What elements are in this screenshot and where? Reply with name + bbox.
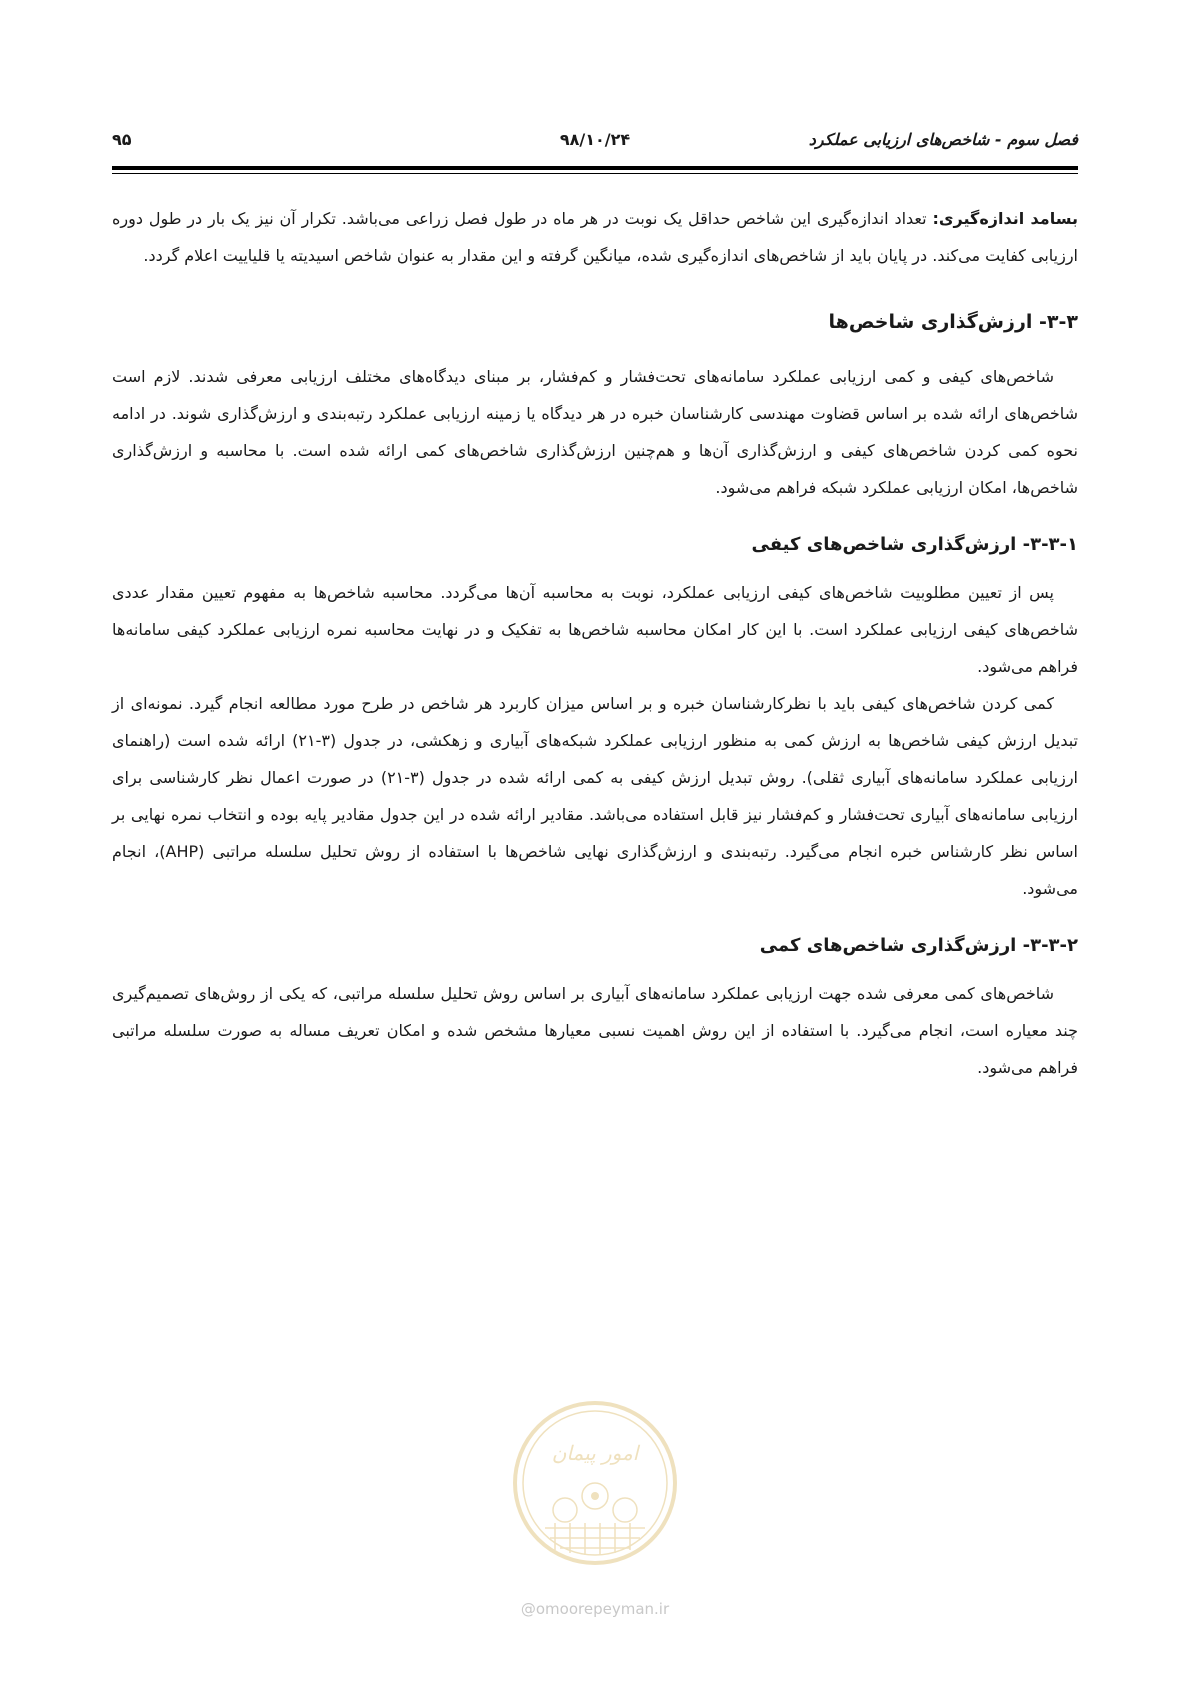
- page-header: [112, 130, 1078, 154]
- paragraph-3-3: شاخص‌های کیفی و کمی ارزیابی عملکرد سامانه‌های تحت‌فشار و کم‌فشار، بر مبنای دیدگاه‌های مختلف ارزیابی معرفی شدند. لازم است شاخص‌های ارائه شده بر اساس قضاوت مهندسی کارشناسان خبره در هر دیدگاه یا زمینه ارزیابی عملکرد رتبه‌بندی و ارزش‌گذاری شوند. در ادامه نحوه کمی کردن شاخص‌های کیفی و ارزش‌گذاری آن‌ها و هم‌چنین ارزش‌گذاری شاخص‌های کمی ارائه شده است. با محاسبه و ارزش‌گذاری شاخص‌ها، امکان ارزیابی عملکرد شبکه فراهم می‌شود.: [112, 367, 1078, 497]
- measurement-lead: بسامد اندازه‌گیری:: [932, 209, 1078, 228]
- paragraph-3-3-2: شاخص‌های کمی معرفی شده جهت ارزیابی عملکرد سامانه‌های آبیاری بر اساس روش تحلیل سلسله مراتبی، که یکی از روش‌های تصمیم‌گیری چند معیاره است، انجام می‌گیرد. با استفاده از این روش اهمیت نسبی معیارها مشخص شده و امکان تعریف مساله به صورت سلسله مراتبی فراهم می‌شود.: [112, 984, 1078, 1077]
- measurement-text: تعداد اندازه‌گیری این شاخص حداقل یک نوبت در هر ماه در طول فصل زراعی می‌باشد. تکرار آن نیز یک بار در طول دوره ارزیابی کفایت می‌کند. در پایان باید از شاخص‌های اندازه‌گیری شده، میانگین گرفته و این مقدار به عنوان شاخص اسیدیته یا قلیاییت اعلام گردد.: [112, 209, 1078, 265]
- chapter-title: فصل سوم - شاخص‌های ارزیابی عملکرد: [808, 130, 1078, 149]
- page-body: [112, 200, 1078, 1086]
- measurement-paragraph: [112, 200, 1078, 274]
- header-rule-thin: [112, 173, 1078, 174]
- page-number: ۹۵: [112, 130, 132, 149]
- seal-watermark-icon: [510, 1398, 680, 1568]
- header-rule-thick: [112, 166, 1078, 170]
- heading-3-3-1: ۳-۳-۱- ارزش‌گذاری شاخص‌های کیفی: [751, 534, 1078, 555]
- heading-3-3: ۳-۳- ارزش‌گذاری شاخص‌ها: [828, 311, 1078, 333]
- header-date: ۹۸/۱۰/۲۴: [559, 130, 631, 149]
- seal-text: امور پیمان: [551, 1441, 639, 1465]
- heading-3-3-2: ۳-۳-۲- ارزش‌گذاری شاخص‌های کمی: [759, 935, 1078, 956]
- paragraph-3-3-1-a: پس از تعیین مطلوبیت شاخص‌های کیفی ارزیابی عملکرد، نوبت به محاسبه آن‌ها می‌گردد. محاسبه شاخص‌ها به مفهوم تعیین مقدار عددی شاخص‌های کیفی ارزیابی عملکرد است. با این کار امکان محاسبه شاخص‌ها به تفکیک و در نهایت محاسبه نمره ارزیابی عملکرد کیفی سامانه‌ها فراهم می‌شود.: [112, 583, 1078, 676]
- watermark-url: @omoorepeyman.ir: [520, 1600, 670, 1618]
- paragraph-3-3-1-b: کمی کردن شاخص‌های کیفی باید با نظرکارشناسان خبره و بر اساس میزان کاربرد هر شاخص در طرح مورد مطالعه انجام گیرد. نمونه‌ای از تبدیل ارزش کیفی شاخص‌ها به ارزش کمی به منظور ارزیابی عملکرد شبکه‌های آبیاری و زهکشی، در جدول (۳-۲۱) ارائه شده است (راهنمای ارزیابی عملکرد سامانه‌های آبیاری ثقلی). روش تبدیل ارزش کیفی به کمی ارائه شده در جدول (۳-۲۱) در صورت اعمال نظر کارشناسی برای ارزیابی سامانه‌های آبیاری تحت‌فشار و کم‌فشار نیز قابل استفاده می‌باشد. مقادیر ارائه شده در این جدول مقادیر پایه بوده و انتخاب نمره نهایی بر اساس نظر کارشناس خبره انجام می‌گیرد. رتبه‌بندی و ارزش‌گذاری نهایی شاخص‌ها با استفاده از روش تحلیل سلسله مراتبی (AHP)، انجام می‌شود.: [112, 694, 1079, 898]
